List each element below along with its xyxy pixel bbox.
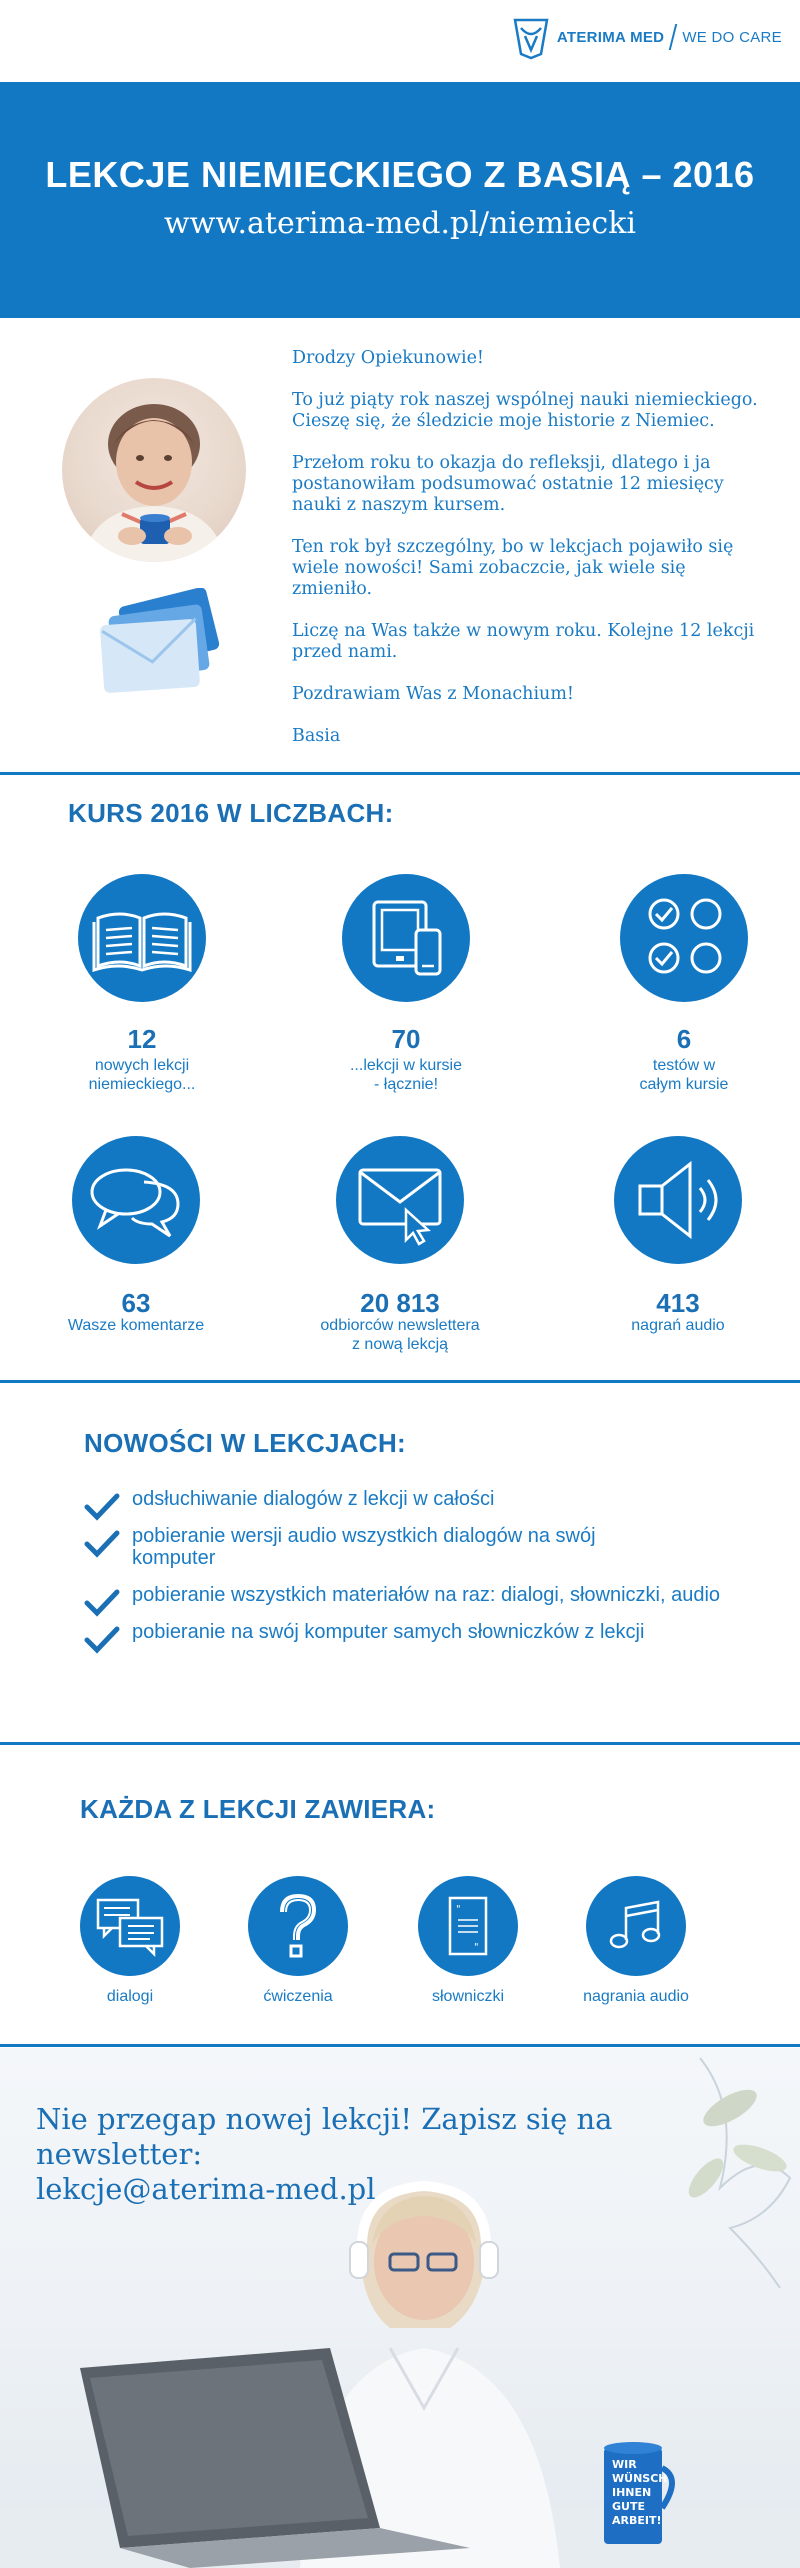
content-label-glossaries: słowniczki bbox=[431, 1988, 504, 2005]
letter-signature: Basia bbox=[292, 726, 341, 746]
news-list bbox=[84, 1488, 764, 1658]
stat-circle-newsletter bbox=[336, 1136, 464, 1264]
checkmark-icon bbox=[84, 1492, 120, 1522]
stat-label-total-lessons: ...lekcji w kursie - łącznie! bbox=[349, 1057, 463, 1093]
checklist-icon bbox=[620, 874, 748, 1002]
stat-value-newsletter: 20 813 bbox=[360, 1288, 440, 1318]
news-item bbox=[84, 1584, 764, 1606]
stats-title: KURS 2016 W LICZBACH: bbox=[68, 798, 394, 828]
section-divider bbox=[0, 1742, 800, 1745]
speaker-icon bbox=[614, 1136, 742, 1264]
question-icon bbox=[248, 1876, 348, 1976]
svg-text:GUTE: GUTE bbox=[612, 2500, 645, 2513]
dialog-icon bbox=[80, 1876, 180, 1976]
letter-paragraph: Pozdrawiam Was z Monachium! bbox=[292, 684, 574, 704]
intro-letter bbox=[292, 348, 762, 768]
letter-greeting: Drodzy Opiekunowie! bbox=[292, 348, 484, 368]
stat-label-audio: nagrań audio bbox=[631, 1317, 725, 1334]
content-circle-exercises bbox=[248, 1876, 348, 1976]
stat-label-comments: Wasze komentarze bbox=[67, 1317, 205, 1334]
letter-paragraph: Liczę na Was także w nowym roku. Kolejne 12 lekcji przed nami. bbox=[292, 621, 755, 662]
checkmark-icon bbox=[84, 1529, 120, 1559]
section-divider bbox=[0, 772, 800, 775]
mail-envelope-icon bbox=[96, 588, 226, 698]
svg-text:IHNEN: IHNEN bbox=[612, 2486, 652, 2499]
hero-banner bbox=[0, 82, 800, 318]
brand-tagline: WE DO CARE bbox=[682, 28, 782, 46]
news-item bbox=[84, 1621, 764, 1643]
stat-circle-total-lessons bbox=[342, 874, 470, 1002]
author-avatar bbox=[62, 378, 246, 562]
contents-title: KAŻDA Z LEKCJI ZAWIERA: bbox=[80, 1794, 436, 1824]
svg-text:": " bbox=[456, 1904, 461, 1915]
news-title: NOWOŚCI W LEKCJACH: bbox=[84, 1428, 407, 1458]
content-circle-dialogs bbox=[80, 1876, 180, 1976]
intro-section bbox=[0, 318, 800, 774]
author-portrait-icon bbox=[62, 378, 246, 562]
music-note-icon bbox=[586, 1876, 686, 1976]
news-item-text: pobieranie na swój komputer samych słowniczków z lekcji bbox=[132, 1621, 645, 1643]
brand-name: ATERIMA MED bbox=[556, 28, 665, 46]
newsletter-cta bbox=[36, 2102, 776, 2207]
section-divider bbox=[0, 2044, 800, 2047]
letter-paragraph: Przełom roku to okazja do refleksji, dlatego i ja postanowiłam podsumować ostatnie 12 miesięcy nauki z naszym kursem. bbox=[292, 453, 724, 515]
news-item bbox=[84, 1525, 764, 1569]
news-item-text: pobieranie wszystkich materiałów na raz: dialogi, słowniczki, audio bbox=[132, 1584, 721, 1606]
news-item-text: odsłuchiwanie dialogów z lekcji w całości bbox=[132, 1488, 495, 1510]
stat-value-lessons: 12 bbox=[127, 1024, 157, 1054]
svg-text:": " bbox=[474, 1942, 479, 1953]
newsletter-email-link[interactable]: lekcje@aterima-med.pl bbox=[36, 2172, 376, 2206]
content-label-dialogs: dialogi bbox=[106, 1988, 154, 2005]
stat-label-tests: testów w całym kursie bbox=[639, 1057, 729, 1093]
top-bar bbox=[0, 0, 800, 82]
aterima-logo-icon bbox=[511, 14, 551, 60]
stat-value-comments: 63 bbox=[121, 1288, 151, 1318]
svg-text:ARBEIT!: ARBEIT! bbox=[612, 2514, 662, 2527]
section-divider bbox=[0, 1380, 800, 1383]
stat-circle-lessons bbox=[78, 874, 206, 1002]
content-circle-audio bbox=[586, 1876, 686, 1976]
stat-circle-audio bbox=[614, 1136, 742, 1264]
news-item-text: pobieranie wersji audio wszystkich dialogów na swój komputer bbox=[132, 1525, 596, 1569]
document-icon bbox=[418, 1876, 518, 1976]
svg-text:WIR: WIR bbox=[612, 2458, 637, 2471]
devices-icon bbox=[342, 874, 470, 1002]
course-url-link[interactable]: www.aterima-med.pl/niemiecki bbox=[163, 206, 636, 241]
content-circle-glossaries bbox=[418, 1876, 518, 1976]
stat-value-audio: 413 bbox=[656, 1288, 700, 1318]
envelope-icon bbox=[336, 1136, 464, 1264]
content-label-audio: nagrania audio bbox=[583, 1988, 689, 2005]
content-label-exercises: ćwiczenia bbox=[263, 1988, 333, 2005]
stat-circle-comments bbox=[72, 1136, 200, 1264]
letter-paragraph: Ten rok był szczególny, bo w lekcjach pojawiło się wiele nowości! Sami zobaczcie, jak wiele się zmieniło. bbox=[292, 537, 734, 599]
news-item bbox=[84, 1488, 764, 1510]
checkmark-icon bbox=[84, 1588, 120, 1618]
page-title: LEKCJE NIEMIECKIEGO Z BASIĄ – 2016 bbox=[45, 154, 755, 195]
stat-circle-tests bbox=[620, 874, 748, 1002]
logo-separator bbox=[669, 24, 677, 50]
book-icon bbox=[78, 874, 206, 1002]
newsletter-cta-text: Nie przegap nowej lekcji! Zapisz się na newsletter: bbox=[36, 2102, 613, 2171]
stat-label-newsletter: odbiorców newslettera z nową lekcją bbox=[320, 1317, 480, 1353]
svg-text:WÜNSCH: WÜNSCH bbox=[612, 2472, 668, 2485]
stat-label-lessons: nowych lekcji niemieckiego... bbox=[88, 1057, 196, 1093]
letter-paragraph: To już piąty rok naszej wspólnej nauki niemieckiego. Cieszę się, że śledzicie moje historie z Niemiec. bbox=[292, 390, 758, 431]
speech-bubbles-icon bbox=[72, 1136, 200, 1264]
stat-value-total-lessons: 70 bbox=[391, 1024, 421, 1054]
checkmark-icon bbox=[84, 1625, 120, 1655]
newsletter-footer bbox=[0, 2048, 800, 2568]
stat-value-tests: 6 bbox=[676, 1024, 692, 1054]
brand-logo[interactable] bbox=[511, 12, 782, 62]
